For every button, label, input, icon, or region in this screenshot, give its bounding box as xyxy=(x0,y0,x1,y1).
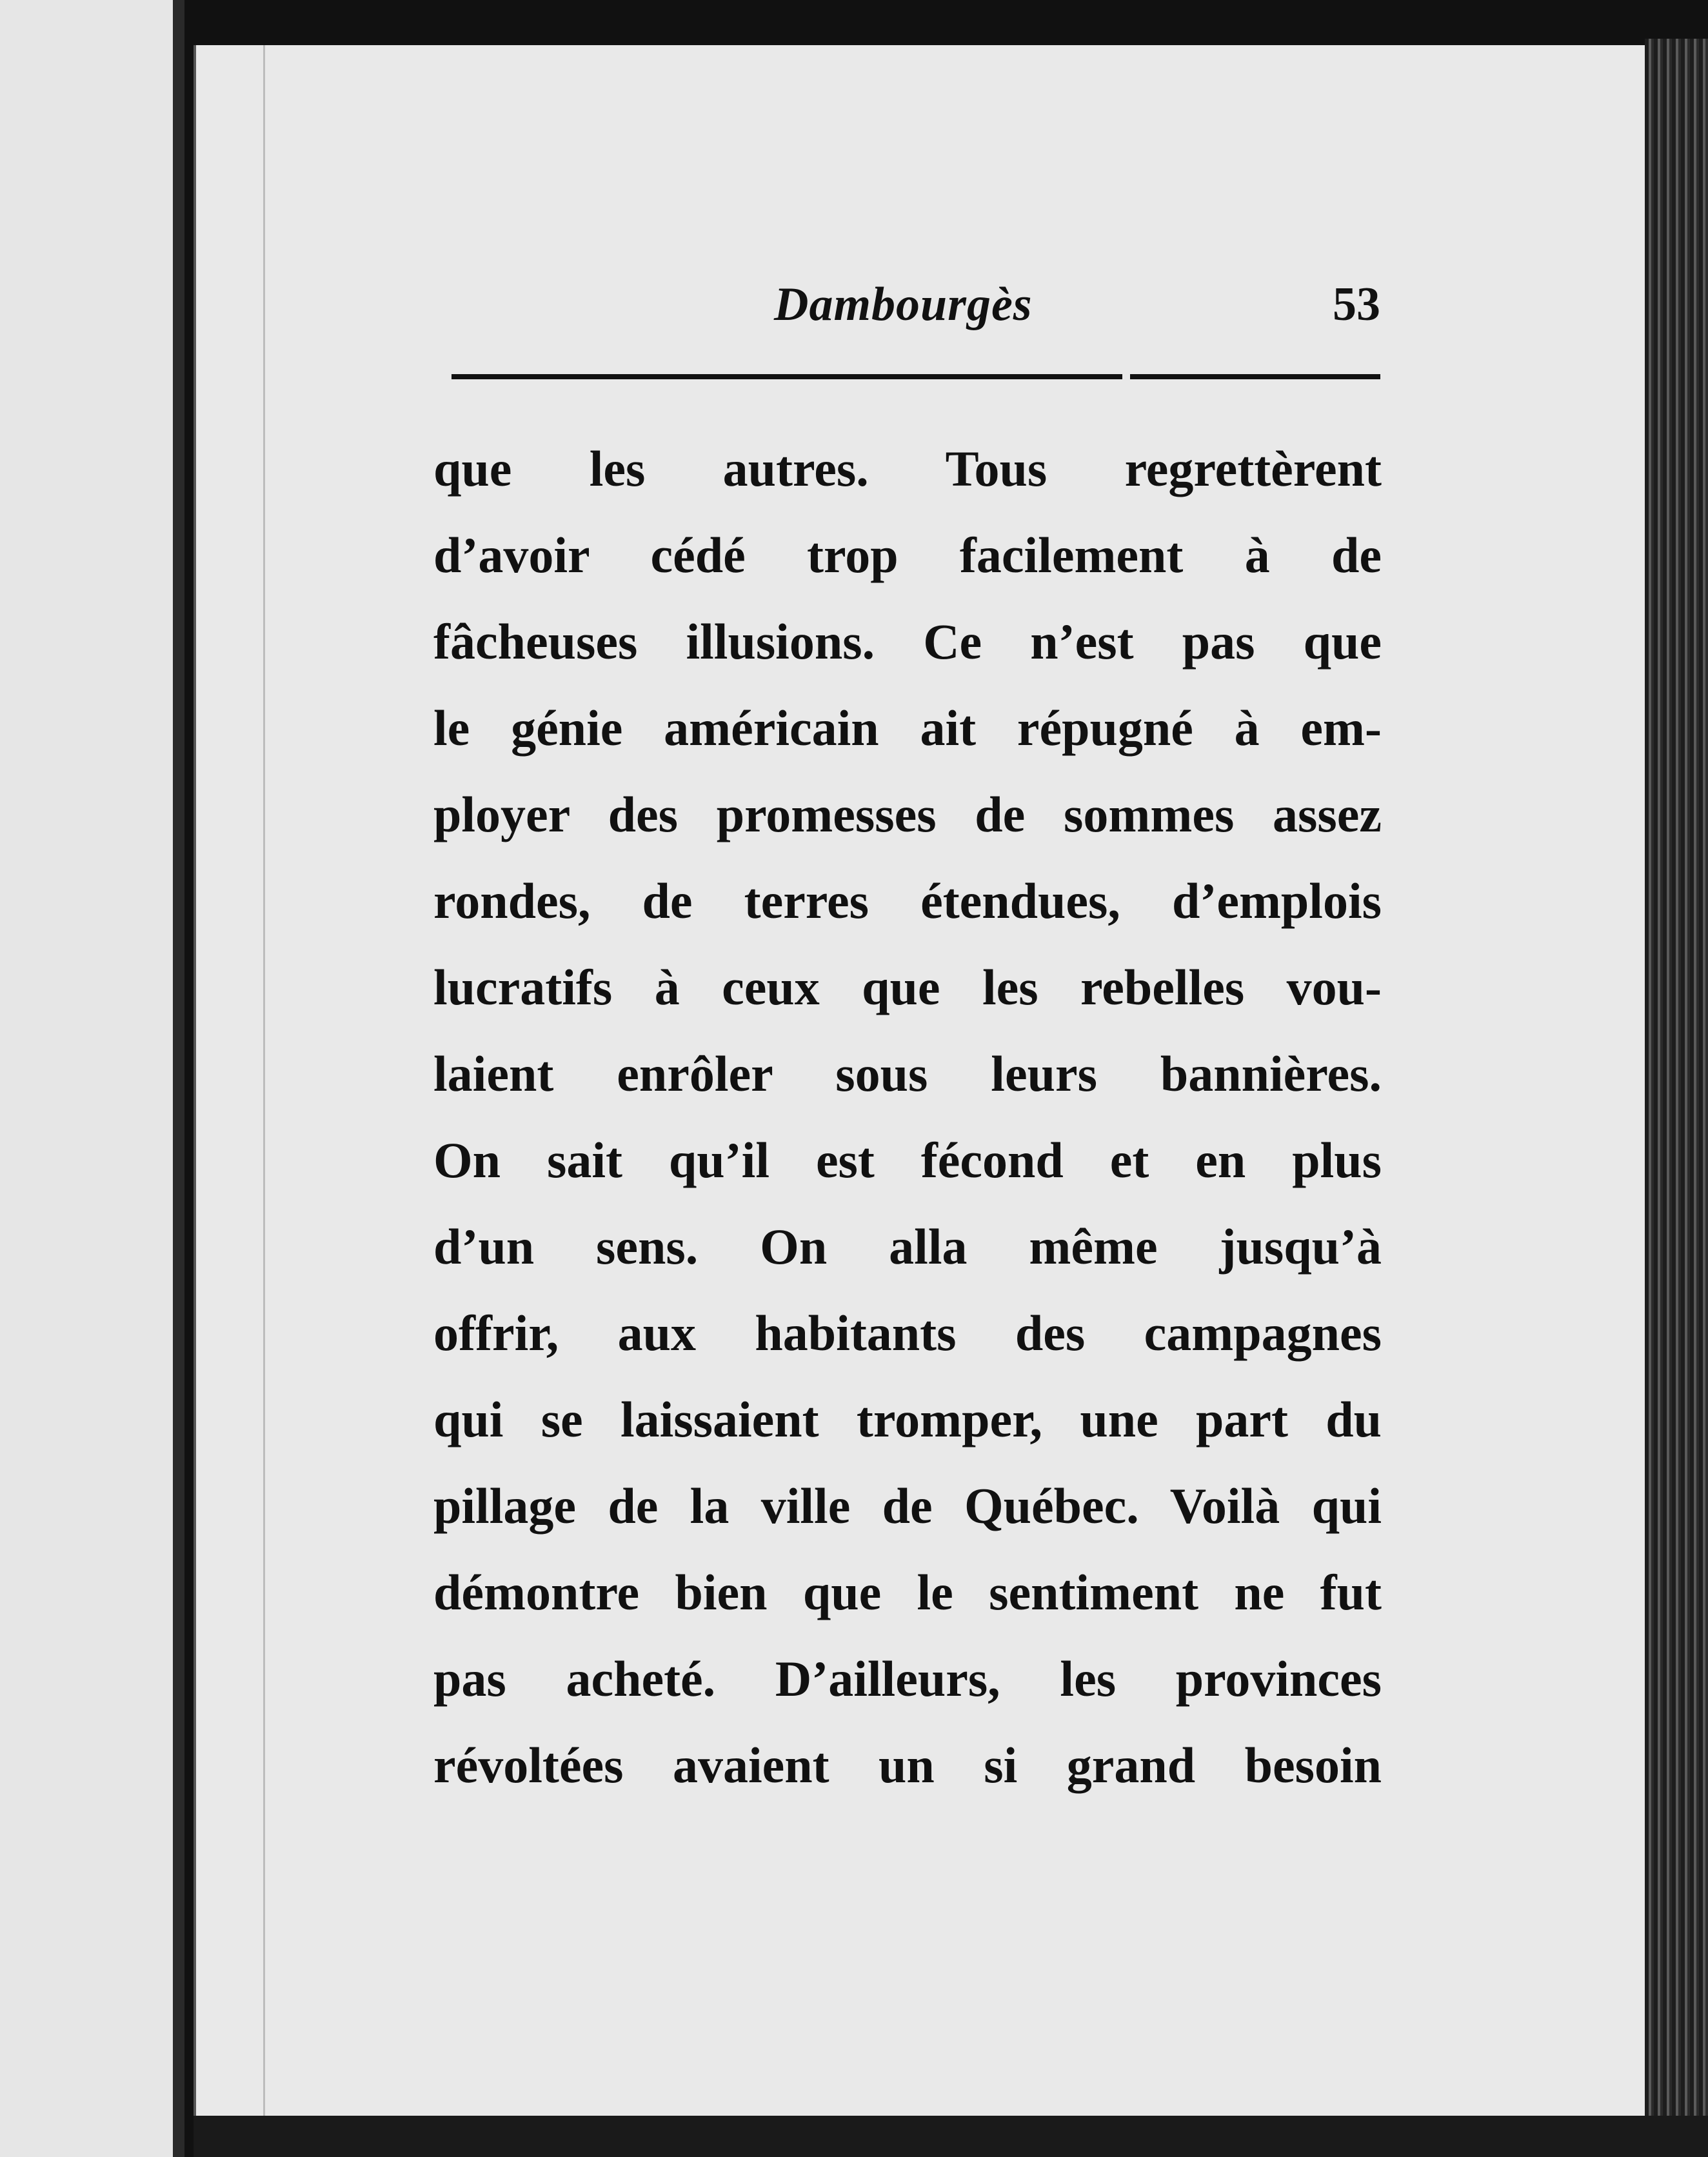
book-binding xyxy=(173,0,184,2157)
scan-border-bottom xyxy=(194,2116,1708,2157)
text-line: lucratifs à ceux que les rebelles vou- xyxy=(433,959,1382,1015)
header-rule-break xyxy=(1122,373,1130,381)
text-line: pillage de la ville de Québec. Voilà qui xyxy=(433,1478,1382,1534)
text-line: qui se laissaient tromper, une part du xyxy=(433,1391,1382,1447)
text-line: laient enrôler sous leurs bannières. xyxy=(433,1046,1382,1102)
text-line: révoltées avaient un si grand besoin xyxy=(433,1737,1382,1793)
text-line: fâcheuses illusions. Ce n’est pas que xyxy=(433,613,1382,670)
text-line: rondes, de terres étendues, d’emplois xyxy=(433,873,1382,929)
page-edges xyxy=(1645,39,1708,2157)
page-header xyxy=(445,264,1393,342)
text-line: le génie américain ait répugné à em- xyxy=(433,700,1382,756)
text-line: On sait qu’il est fécond et en plus xyxy=(433,1132,1382,1188)
text-line: pas acheté. D’ailleurs, les provinces xyxy=(433,1651,1382,1707)
page-fold-line xyxy=(263,45,265,2116)
header-rule xyxy=(452,374,1380,379)
text-line: démontre bien que le sentiment ne fut xyxy=(433,1564,1382,1620)
facing-page xyxy=(0,0,179,2157)
text-line: d’un sens. On alla même jusqu’à xyxy=(433,1218,1382,1275)
text-line: ployer des promesses de sommes assez xyxy=(433,786,1382,842)
text-line: offrir, aux habitants des campagnes xyxy=(433,1305,1382,1361)
page-number: 53 xyxy=(1333,278,1380,331)
body-text xyxy=(433,426,1382,1809)
text-line: que les autres. Tous regrettèrent xyxy=(433,441,1382,497)
text-line: d’avoir cédé trop facilement à de xyxy=(433,527,1382,583)
running-title: Dambourgès xyxy=(774,278,1033,331)
